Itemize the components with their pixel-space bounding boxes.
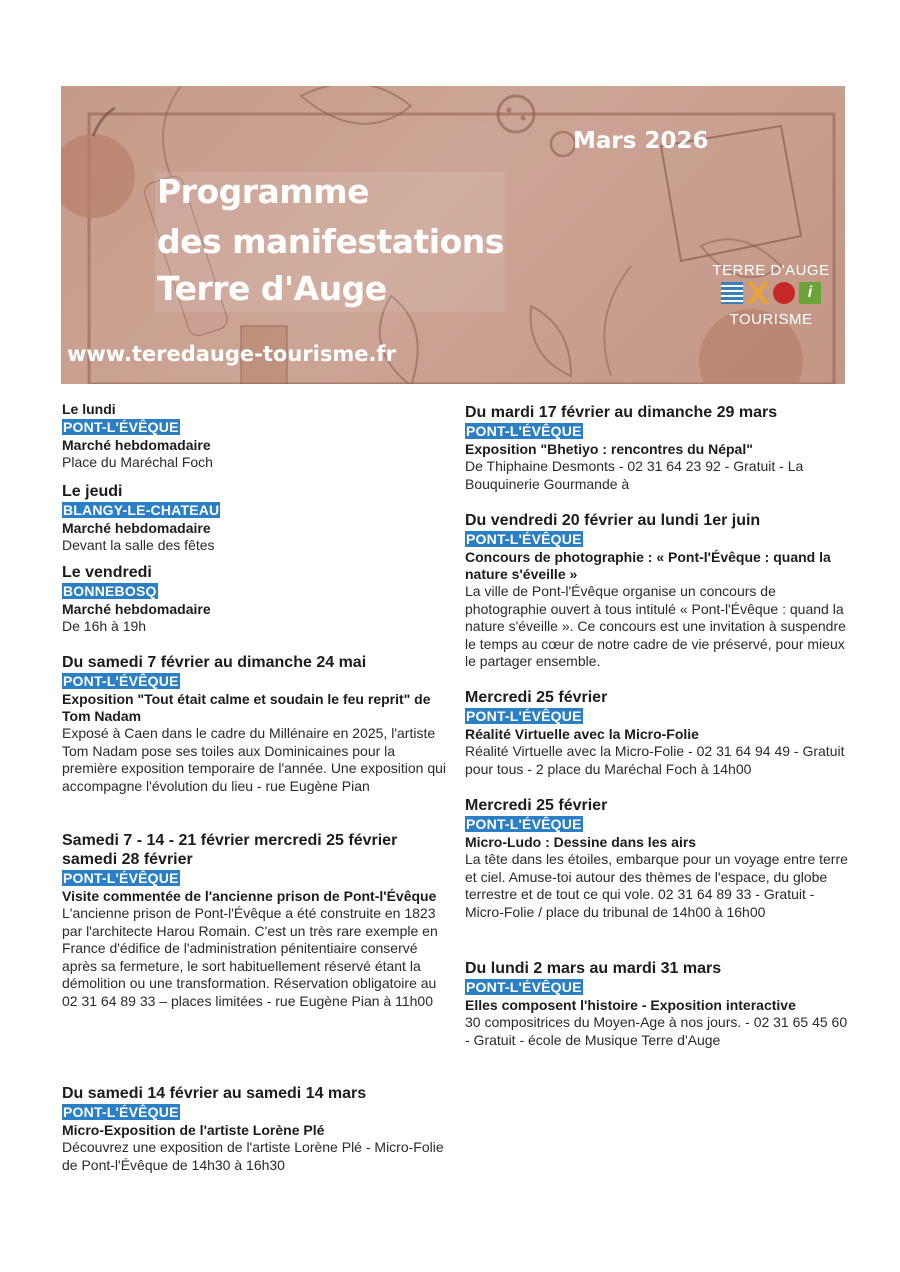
event-date: Samedi 7 - 14 - 21 février mercredi 25 février samedi 28 février — [62, 832, 398, 868]
event-title: Concours de photographie : « Pont-l'Évêque : quand la nature s'éveille » — [465, 549, 831, 582]
event-date: Le vendredi — [62, 564, 152, 581]
logo-top-text: TERRE D'AUGE — [712, 262, 830, 279]
event-item — [62, 1084, 446, 1174]
info-icon: i — [799, 282, 821, 304]
event-description: 30 compositrices du Moyen-Age à nos jours. - 02 31 65 45 60 - Gratuit - école de Musique Terre d'Auge — [465, 1014, 848, 1048]
event-description: La ville de Pont-l'Évêque organise un concours de photographie ouvert à tous intitulé « Pont-l'Évêque : quand la nature s'éveille ». Ce concours est une invitation à suspendre le temps au cœur de notre cadre de vie préservé, pour mieux le partager ensemble. — [465, 583, 846, 669]
event-description: Place du Maréchal Foch — [62, 454, 213, 470]
title-line-2: des manifestations — [157, 222, 504, 261]
event-description: L'ancienne prison de Pont-l'Évêque a été construite en 1823 par l'architecte Harou Romain. C'est un très rare exemple en France d'édifice de l'administration pénitentiaire conservé après sa fermeture, le sort habituellement réservé étant la démolition ou une transformation. Réservation obligatoire au 02 31 64 89 33 – places limitées - rue Eugène Pian à 11h00 — [62, 905, 438, 1009]
event-item — [62, 653, 446, 795]
event-date: Du samedi 14 février au samedi 14 mars — [62, 1085, 367, 1102]
event-title: Réalité Virtuelle avec la Micro-Folie — [465, 726, 699, 742]
event-description: De 16h à 19h — [62, 618, 147, 634]
event-date: Du lundi 2 mars au mardi 31 mars — [465, 960, 722, 977]
event-item — [465, 796, 855, 921]
event-title: Marché hebdomadaire — [62, 437, 211, 453]
event-item — [62, 401, 446, 472]
town-badge: PONT-L'ÉVÊQUE — [63, 419, 179, 435]
event-date: Du vendredi 20 février au lundi 1er juin — [465, 512, 761, 529]
town-badge: PONT-L'ÉVÊQUE — [466, 423, 582, 439]
town-badge: PONT-L'ÉVÊQUE — [466, 531, 582, 547]
event-title: Exposition "Bhetiyo : rencontres du Népal" — [465, 441, 753, 457]
town-badge: PONT-L'ÉVÊQUE — [63, 673, 179, 689]
town-badge: PONT-L'ÉVÊQUE — [466, 816, 582, 832]
town-badge: PONT-L'ÉVÊQUE — [466, 979, 582, 995]
event-title: Visite commentée de l'ancienne prison de Pont-l'Évêque — [62, 888, 437, 904]
month-label: Mars 2026 — [573, 128, 709, 154]
event-title: Marché hebdomadaire — [62, 520, 211, 536]
website-url[interactable]: www.teredauge-tourisme.fr — [67, 342, 396, 366]
event-description: Réalité Virtuelle avec la Micro-Folie - 02 31 64 94 49 - Gratuit pour tous - 2 place du Maréchal Foch à 14h00 — [465, 743, 845, 777]
event-description: De Thiphaine Desmonts - 02 31 64 23 92 - Gratuit - La Bouquinerie Gourmande à — [465, 458, 804, 492]
title-line-1: Programme — [157, 172, 369, 211]
title-line-3: Terre d'Auge — [157, 269, 387, 308]
event-date: Mercredi 25 février — [465, 689, 608, 706]
town-badge: PONT-L'ÉVÊQUE — [63, 870, 179, 886]
event-title: Marché hebdomadaire — [62, 601, 211, 617]
event-item — [465, 511, 855, 671]
event-date: Du mardi 17 février au dimanche 29 mars — [465, 404, 778, 421]
event-item — [465, 959, 855, 1049]
logo-icons — [711, 282, 831, 308]
event-description: Exposé à Caen dans le cadre du Millénaire en 2025, l'artiste Tom Nadam pose ses toiles aux Dominicaines pour la première exposition temporaire de l'année. Une exposition qui accompagne l'évolution du lieu - rue Eugène Pian — [62, 725, 447, 794]
event-item — [62, 563, 446, 636]
town-badge: BONNEBOSQ — [63, 583, 157, 599]
event-date: Le lundi — [62, 401, 116, 417]
event-date: Mercredi 25 février — [465, 797, 608, 814]
event-title: Micro-Ludo : Dessine dans les airs — [465, 834, 697, 850]
event-description: Devant la salle des fêtes — [62, 537, 215, 553]
event-date: Le jeudi — [62, 483, 123, 500]
event-item — [465, 403, 855, 493]
apple-icon — [773, 282, 795, 304]
logo-bottom-text: TOURISME — [729, 311, 813, 328]
event-description: Découvrez une exposition de l'artiste Lorène Plé - Micro-Folie de Pont-l'Évêque de 14h30 à 16h30 — [62, 1139, 444, 1173]
town-badge: PONT-L'ÉVÊQUE — [466, 708, 582, 724]
event-item — [62, 482, 446, 555]
event-title: Micro-Exposition de l'artiste Lorène Plé — [62, 1122, 325, 1138]
waves-icon — [721, 282, 743, 304]
event-title: Elles composent l'histoire - Exposition interactive — [465, 997, 796, 1013]
header-banner — [61, 86, 845, 384]
terre-dauge-logo — [711, 262, 831, 328]
event-item — [465, 688, 855, 778]
event-date: Du samedi 7 février au dimanche 24 mai — [62, 654, 367, 671]
event-title: Exposition "Tout était calme et soudain le feu reprit" de Tom Nadam — [62, 691, 431, 724]
event-item — [62, 831, 446, 1010]
event-description: La tête dans les étoiles, embarque pour un voyage entre terre et ciel. Amuse-toi autour des thèmes de l'espace, du globe terrestre et de tout ce qui vole. 02 31 64 89 33 - Gratuit - Micro-Folie / place du tribunal de 14h00 à 16h00 — [465, 851, 848, 920]
cross-icon — [747, 282, 769, 304]
town-badge: BLANGY-LE-CHATEAU — [63, 502, 220, 518]
town-badge: PONT-L'ÉVÊQUE — [63, 1104, 179, 1120]
